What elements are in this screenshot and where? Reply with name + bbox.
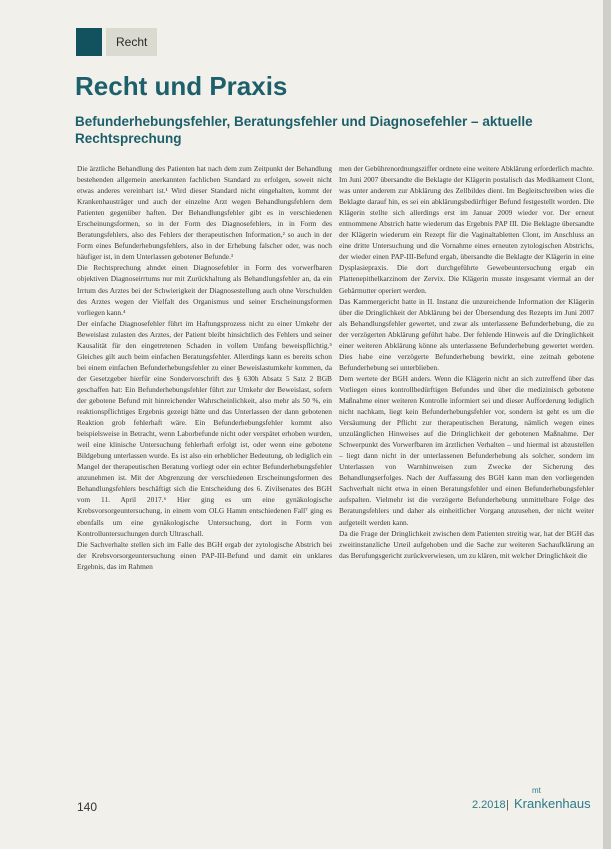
paragraph: Das Kammergericht hatte in II. Instanz die unzureichende Information der Klägerin über die Dringlichkeit der Abklärung bei der Übersendung des Rezepts im Juni 2007 als Behandlungsfehler gewertet, und zwar als unterlassene Befunderhebung, die zu der verzögerten Abklärung geführt habe. Der fehlende Hinweis auf die Dringlichkeit einer weiteren Abklärung könne als unterlassene Befunderhebung gewertet werden. Dies habe eine verzögerte Befunderhebung bewirkt, eine zeitnah gebotene Befunderhebung sei unterblieben. [339, 296, 594, 372]
article-title: Recht und Praxis [75, 71, 288, 101]
paragraph: Da die Frage der Dringlichkeit zwischen dem Patienten streitig war, hat der BGH das zweitinstanzliche Urteil aufgehoben und die Sache zur weiteren Sachaufklärung an das Berufungsgericht zurückverwiesen, um zu klären, mit welcher Dringlichkeit die [339, 528, 594, 560]
category-color-block [76, 28, 102, 56]
issue-number: 2.2018 [472, 799, 506, 811]
article-subtitle: Befunderhebungsfehler, Beratungsfehler und Diagnosefehler – aktuelle Rechtsprechung [75, 114, 533, 146]
text-column-right [339, 163, 594, 759]
text-column-left [77, 163, 332, 759]
paragraph: Der einfache Diagnosefehler führt im Haftungsprozess nicht zu einer Umkehr der Beweislast zulasten des Arztes, der Patient bleibt hinsichtlich des Fehlers und seiner Kausalität für den eingetretenen Schaden in vollem Umfang beweispflichtig.⁵ Gleiches gilt auch beim einfachen Beratungsfehler. Allerdings kann es bereits schon bei einem einfachen Befunderhebungsfehler zu einer Beweislastumkehr kommen, da der Gesetzgeber hierfür eine Sondervorschrift des § 630h Absatz 5 Satz 2 BGB geschaffen hat: Ein Befunderhebungsfehler führt zur Umkehr der Beweislast, sofern der gebotene Befund mit hinreichender Wahrscheinlichkeit, also mehr als 50 %, ein reaktionspflichtiges Ergebnis gezeigt hätte und das Unterlassen der dann gebotenen Reaktion grob fehlerhaft wäre. Ein Befunderhebungsfehler kommt also beispielsweise in Betracht, wenn Laborbefunde nicht oder verspätet erhoben wurden, weil eine klinische Untersuchung fehlerhaft erfolgt ist, oder wenn eine gebotene Bildgebung unterlassen wurde. Es ist also ein erheblicher Bedeutung, ob lediglich ein Mangel der therapeutischen Beratung vorliegt oder ein echter Befunderhebungsfehler anzunehmen ist. Mit der Abgrenzung der verschiedenen Erscheinungsformen des Behandlungsfehlers beschäftigt sich die Entscheidung des 6. Zivilsenates des BGH vom 11. April 2017.⁶ Hier ging es um eine gynäkologische Krebsvorsorgeuntersuchung, in einem vom OLG Hamm entschiedenen Fall⁷ ging es ebenfalls um eine gynäkologische Untersuchung, dort in Form von Kontrolluntersuchungen durch Ultraschall. [77, 318, 332, 538]
logo-prefix: mt [532, 786, 541, 795]
paragraph: Die ärztliche Behandlung des Patienten hat nach dem zum Zeitpunkt der Behandlung bestehenden allgemein anerkannten fachlichen Standard zu erfolgen, soweit nicht etwas anderes vereinbart ist.¹ Wird dieser Standard nicht eingehalten, kommt der Krankenhausträger und auch der einzelne Arzt wegen Behandlungsfehlern dem Patienten gegenüber haften. Der Behandlungsfehler gibt es in verschiedenen Erscheinungsformen, so in der Form des Diagnosefehlers, in in Form des Beratungsfehlers, also des Fehlers der therapeutischen Information,² so auch in der Form eines Befunderhebungsfehlers, also in der Erhebung falscher oder, was noch häufiger ist, in dem Unterlassen gebotener Befunde.³ [77, 164, 332, 262]
page-edge [603, 0, 611, 849]
paragraph: men der Gebührenordnungsziffer ordnete eine weitere Abklärung erforderlich machte. Im Juni 2007 übersandte die Beklagte der Klägerin postalisch das Medikament Clont, was unter anderem zur Abklärung des Zellbildes dient. Im Begleitschreiben wies die Beklagte darauf hin, es sei ein abklärungsbedürftiger Befund festgestellt worden. Die Klägerin stellte sich allerdings erst im Januar 2009 wieder vor. Der erneut entnommene Abstrich hatte wiederum das Ergebnis PAP III. Die Beklagte übersandte der Klägerin wiederum ein Rezept für die Vaginaltabletten Clont, im Anschluss an eine dritte Untersuchung und die Vornahme eines erneuten zytologischen Abstrichs, der wieder einen PAP-III-Befund ergab, übersandte die Beklagte der Klägerin in eine Dysplasiepraxis. Die dort durchgeführte Gewebeuntersuchung ergab ein Plattenepithelkarzinom der Zervix. Die Klägerin musste insgesamt viermal an der Gebärmutter operiert werden. [339, 164, 594, 295]
paragraph: Die Rechtsprechung ahndet einen Diagnosefehler in Form des vorwerfbaren objektiven Diagnoseirrtums nur mit Zurückhaltung als Behandlungsfehler an, da ein Irrtum des Arztes bei der Schwierigkeit der Diagnosestellung auch ohne Verschulden des Arztes wegen der Vielfalt des Organismus und seiner Erscheinungsformen vorliegen kann.⁴ [77, 263, 332, 317]
category-label: Recht [106, 28, 157, 56]
footer-separator: | [506, 799, 509, 811]
logo-wordmark: Krankenhaus [514, 796, 591, 811]
paragraph: Die Sachverhalte stellen sich im Falle des BGH ergab der zytologische Abstrich bei der Krebsvorsorgeuntersuchung einen PAP-III-Befund und damit ein unklares Ergebnis, das im Rahmen [77, 539, 332, 571]
paragraph: Dem wertete der BGH anders. Wenn die Klägerin nicht an sich zutreffend über das Vorliegen eines kontrollbedürftigen Befundes und über die medizinisch gebotene Maßnahme einer weiteren Kontrolle informiert sei und dieser Aufforderung lediglich nicht nachkam, liegt kein Befunderhebungsfehler vor, sondern ist geht es um die Versäumung der Pflicht zur therapeutischen Beratung, nämlich wegen eines unzulänglichen Hinweises auf die Dringlichkeit der gebotenen Maßnahme. Der Schwerpunkt des Vorwerfbaren im ärztlichen Verhalten – und hiermal ist abzustellen – liegt dann nicht in der unterlassenen Befunderhebung als solcher, sondern im Unterlassen von Warnhinweisen zum Zwecke der Sicherung des Behandlungserfolges. Nach der Auffassung des BGH kann man den vorliegenden Sachverhalt nicht etwa in einen Beratungsfehler und einen Befunderhebungsfehler aufspalten. Vielmehr ist die verzögerte Befunderhebung unmittelbare Folge des Beratungsfehlers und daher als einheitlicher Vorgang anzusehen, der nicht weiter aufgeteilt werden kann. [339, 373, 594, 527]
page-number: 140 [77, 800, 98, 814]
magazine-logo [514, 786, 594, 816]
